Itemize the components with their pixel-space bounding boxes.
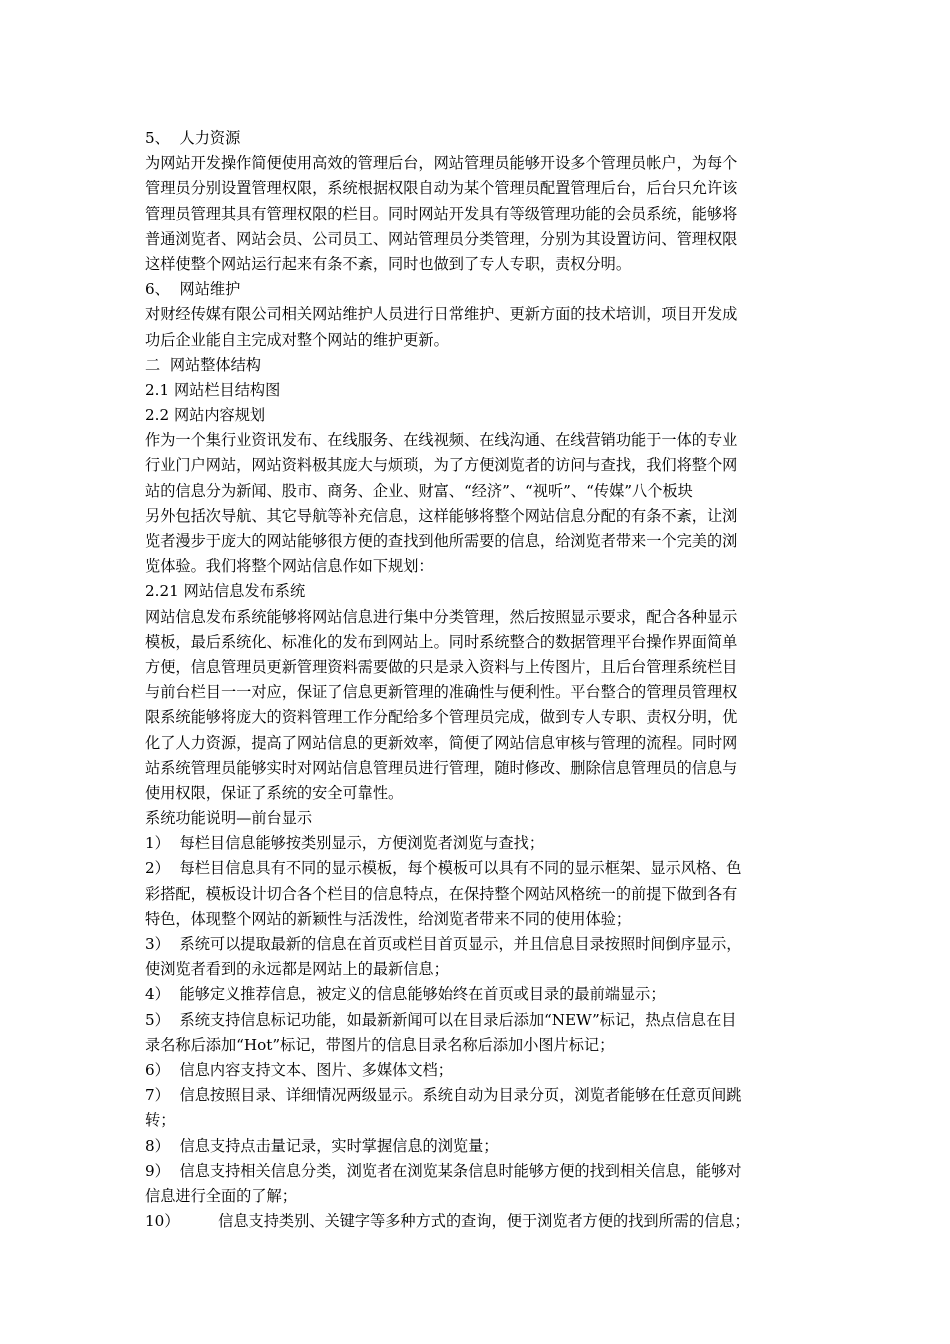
paragraph-line: 6） 信息内容支持文本、图片、多媒体文档；	[145, 1060, 453, 1079]
paragraph-line: 10） 信息支持类别、关键字等多种方式的查询，便于浏览者方便的找到所需的信息；	[145, 1212, 750, 1231]
paragraph-line: 9） 信息支持相关信息分类，浏览者在浏览某条信息时能够方便的找到相关信息，能够对	[145, 1161, 742, 1180]
paragraph-line: 录名称后添加“Hot”标记，带图片的信息目录名称后添加小图片标记；	[145, 1035, 615, 1054]
paragraph-line: 8） 信息支持点击量记录，实时掌握信息的浏览量；	[145, 1136, 499, 1155]
section-heading: 二 网站整体结构	[145, 355, 261, 374]
paragraph-line: 行业门户网站，网站资料极其庞大与烦琐，为了方便浏览者的访问与查找，我们将整个网	[145, 456, 738, 475]
paragraph-line: 功后企业能自主完成对整个网站的维护更新。	[145, 330, 449, 349]
paragraph	[145, 302, 810, 352]
paragraph-line: 3） 系统可以提取最新的信息在首页或栏目首页显示，并且信息目录按照时间倒序显示，	[145, 935, 742, 953]
paragraph-line: 特色，体现整个网站的新颖性与活泼性，给浏览者带来不同的使用体验；	[145, 909, 631, 928]
paragraph	[145, 1159, 810, 1209]
paragraph	[145, 982, 810, 1007]
paragraph-line: 普通浏览者、网站会员、公司员工、网站管理员分类管理，分别为其设置访问、管理权限	[145, 229, 738, 248]
paragraph	[145, 1083, 810, 1133]
section-heading: 2.1 网站栏目结构图	[145, 380, 281, 399]
paragraph-line: 使用权限，保证了系统的安全可靠性。	[145, 783, 404, 802]
paragraph-line: 管理员管理其具有管理权限的栏目。同时网站开发具有等级管理功能的会员系统，能够将	[145, 204, 738, 223]
paragraph-line: 对财经传媒有限公司相关网站维护人员进行日常维护、更新方面的技术培训，项目开发成	[145, 305, 738, 324]
paragraph-line: 览者漫步于庞大的网站能够很方便的查找到他所需要的信息，给浏览者带来一个完美的浏	[145, 532, 738, 550]
paragraph-line: 网站信息发布系统能够将网站信息进行集中分类管理，然后按照显示要求，配合各种显示	[145, 607, 738, 626]
paragraph-line: 信息进行全面的了解；	[145, 1186, 297, 1205]
paragraph-line: 使浏览者看到的永远都是网站上的最新信息；	[145, 960, 449, 979]
paragraph-line: 1） 每栏目信息能够按类别显示，方便浏览者浏览与查找；	[145, 834, 545, 853]
paragraph	[145, 856, 810, 932]
paragraph-line: 化了人力资源，提高了网站信息的更新效率，简便了网站信息审核与管理的流程。同时网	[145, 733, 738, 752]
paragraph	[145, 831, 810, 856]
paragraph-line: 模板，最后系统化、标准化的发布到网站上。同时系统整合的数据管理平台操作界面简单	[145, 632, 738, 651]
paragraph-line: 管理员分别设置管理权限，系统根据权限自动为某个管理员配置管理后台，后台只允许该	[145, 179, 738, 198]
paragraph-line: 与前台栏目一一对应，保证了信息更新管理的准确性与便利性。平台整合的管理员管理权	[145, 683, 738, 702]
paragraph-line: 4） 能够定义推荐信息，被定义的信息能够始终在首页或目录的最前端显示；	[145, 985, 666, 1004]
section-heading: 2.2 网站内容规划	[145, 406, 266, 425]
section-heading: 2.21 网站信息发布系统	[145, 582, 306, 601]
paragraph-line: 这样使整个网站运行起来有条不紊，同时也做到了专人专职，责权分明。	[145, 254, 631, 273]
paragraph	[145, 1209, 810, 1234]
section-heading: 系统功能说明—前台显示	[145, 809, 313, 828]
paragraph-line: 站的信息分为新闻、股市、商务、企业、财富、“经济”、“视听”、“传媒”八个板块	[145, 481, 693, 500]
paragraph-line: 另外包括次导航、其它导航等补充信息，这样能够将整个网站信息分配的有条不紊，让浏	[145, 506, 738, 525]
paragraph-line: 方便，信息管理员更新管理资料需要做的只是录入资料与上传图片，且后台管理系统栏目	[145, 657, 738, 676]
paragraph	[145, 605, 810, 807]
paragraph-line: 2） 每栏目信息具有不同的显示模板，每个模板可以具有不同的显示框架、显示风格、色	[145, 859, 742, 878]
paragraph	[145, 1058, 810, 1083]
document-body	[145, 126, 810, 1234]
paragraph-line: 7） 信息按照目录、详细情况两级显示。系统自动为目录分页，浏览者能够在任意页间跳	[145, 1086, 742, 1105]
paragraph-line: 作为一个集行业资讯发布、在线服务、在线视频、在线沟通、在线营销功能于一体的专业	[145, 431, 738, 450]
paragraph	[145, 151, 810, 277]
paragraph	[145, 932, 810, 982]
section-heading: 6、 网站维护	[145, 280, 241, 299]
paragraph-line: 彩搭配，模板设计切合各个栏目的信息特点，在保持整个网站风格统一的前提下做到各有	[145, 884, 738, 903]
section-heading: 5、 人力资源	[145, 129, 241, 147]
paragraph-line: 转；	[145, 1111, 176, 1130]
paragraph	[145, 1008, 810, 1058]
paragraph	[145, 1134, 810, 1159]
paragraph-line: 5） 系统支持信息标记功能，如最新新闻可以在目录后添加“NEW”标记，热点信息在目	[145, 1010, 737, 1029]
paragraph-line: 限系统能够将庞大的资料管理工作分配给多个管理员完成，做到专人专职、责权分明，优	[145, 708, 738, 727]
paragraph-line: 为网站开发操作简便使用高效的管理后台，网站管理员能够开设多个管理员帐户，为每个	[145, 154, 738, 173]
paragraph	[145, 428, 810, 579]
paragraph-line: 览体验。我们将整个网站信息作如下规划：	[145, 557, 434, 576]
paragraph-line: 站系统管理员能够实时对网站信息管理员进行管理，随时修改、删除信息管理员的信息与	[145, 758, 738, 777]
